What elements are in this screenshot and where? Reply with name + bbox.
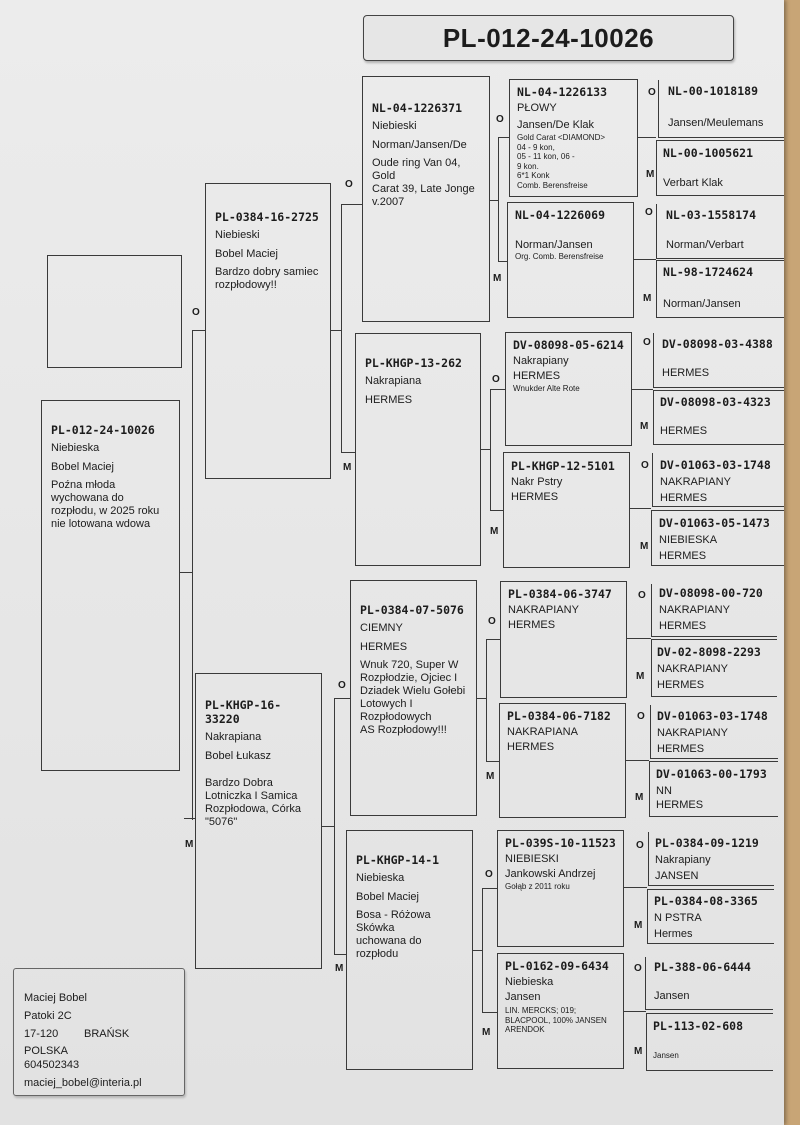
sire-marker: O (488, 616, 496, 627)
contact-phone: 604502343 (24, 1059, 80, 1071)
g4-ring-8: PL-0162-09-6434 (505, 959, 609, 973)
sire-sire-note: Oude ring Van 04, Gold Carat 39, Late Jonge v.2007 (372, 157, 475, 208)
g4-color-5: NAKRAPIANY (508, 604, 579, 616)
g5-ring-13: PL-0384-09-1219 (655, 836, 759, 850)
g5-ring-16: PL-113-02-608 (653, 1019, 744, 1033)
g4-owner-3: HERMES (513, 370, 561, 382)
g5-line2-9: HERMES (659, 620, 707, 632)
sire-sire-color: Niebieski (372, 120, 417, 132)
connector (184, 818, 196, 819)
g5-line1-2: Verbart Klak (663, 177, 723, 189)
sire-marker: O (638, 590, 646, 601)
g4-ring-7: PL-039S-10-11523 (505, 836, 616, 850)
g5-line1-3: Norman/Verbart (666, 239, 744, 251)
g4-card-5 (500, 581, 627, 698)
dam-note: Bardzo Dobra Lotniczka I Samica Rozpłodowa, Córka "5076" (205, 777, 301, 828)
g5-line2-14: Hermes (654, 928, 693, 940)
g5-entry-13 (655, 836, 773, 888)
g5-line1-14: N PSTRA (654, 912, 702, 924)
connector (192, 330, 205, 331)
connector (334, 698, 350, 699)
g5-line2-11: HERMES (657, 743, 705, 755)
g5-ring-9: DV-08098-00-720 (659, 586, 763, 600)
connector (334, 954, 346, 955)
g4-card-2 (507, 202, 634, 318)
g5-entry-2 (663, 146, 778, 195)
connector (490, 389, 491, 510)
connector (498, 137, 509, 138)
sire-marker: O (192, 307, 200, 318)
contact-postal: 17-120 (24, 1028, 59, 1040)
connector (334, 698, 335, 954)
g4-color-8: Niebieska (505, 976, 554, 988)
g4-owner-4: HERMES (511, 491, 559, 503)
sire-marker: O (485, 869, 493, 880)
dam-dam-color: Niebieska (356, 872, 405, 884)
contact-name: Maciej Bobel (24, 992, 87, 1004)
connector (498, 261, 507, 262)
dam-dam-ring: PL-KHGP-14-1 (356, 853, 440, 867)
connector (341, 204, 342, 452)
g5-ring-2: NL-00-1005621 (663, 146, 754, 160)
g5-ring-11: DV-01063-03-1748 (657, 709, 768, 723)
g5-entry-5 (662, 337, 780, 385)
photo-placeholder (47, 255, 182, 368)
sire-color: Niebieski (215, 229, 260, 241)
g4-color-3: Nakrapiany (513, 355, 569, 367)
dam-marker: M (646, 169, 655, 180)
g5-ring-7: DV-01063-03-1748 (660, 458, 771, 472)
dam-owner: Bobel Łukasz (205, 750, 272, 762)
connector (341, 204, 362, 205)
g4-color-7: NIEBIESKI (505, 853, 559, 865)
dam-sire-color: CIEMNY (360, 622, 403, 634)
g5-entry-11 (657, 709, 775, 761)
g4-owner-8: Jansen (505, 991, 541, 1003)
dam-marker: M (640, 421, 649, 432)
g5-ring-4: NL-98-1724624 (663, 265, 754, 279)
g5-line1-4: Norman/Jansen (663, 298, 741, 310)
dam-color: Nakrapiana (205, 731, 262, 743)
connector (632, 389, 653, 390)
g5-ring-12: DV-01063-00-1793 (656, 767, 767, 781)
dam-sire-card (350, 580, 477, 816)
g4-note-3: Wnukder Alte Rote (513, 384, 580, 393)
dam-marker: M (640, 541, 649, 552)
g5-line1-11: NAKRAPIANY (657, 727, 728, 739)
sire-note: Bardzo dobry samiec rozpłodowy!! (215, 266, 319, 291)
g5-line1-13: Nakrapiany (655, 854, 711, 866)
sire-marker: O (645, 207, 653, 218)
subject-color: Niebieska (51, 442, 100, 454)
g4-color-1: PŁOWY (517, 102, 557, 114)
g5-ring-8: DV-01063-05-1473 (659, 516, 770, 530)
connector (341, 452, 355, 453)
g4-ring-6: PL-0384-06-7182 (507, 709, 611, 723)
g5-entry-4 (663, 265, 778, 316)
connector (486, 639, 487, 761)
dam-marker: M (486, 771, 495, 782)
sire-marker: O (643, 337, 651, 348)
connector (490, 389, 505, 390)
g4-owner-1: Jansen/De Klak (517, 119, 595, 131)
dam-marker: M (343, 462, 352, 473)
connector (482, 888, 483, 1012)
subject-owner: Bobel Maciej (51, 461, 114, 473)
subject-note: Poźna młoda wychowana do rozpłodu, w 2025 roku nie lotowana wdowa (51, 479, 160, 530)
dam-sire-owner: HERMES (360, 641, 408, 653)
connector (624, 887, 647, 888)
g4-owner-2: Norman/Jansen (515, 239, 593, 251)
dam-marker: M (335, 963, 344, 974)
connector (634, 259, 656, 260)
dam-ring: PL-KHGP-16-33220 (205, 698, 282, 726)
g5-line2-13: JANSEN (655, 870, 699, 882)
g5-line1-1: Jansen/Meulemans (668, 117, 764, 129)
g5-entry-9 (659, 586, 777, 638)
g5-entry-14 (654, 894, 772, 946)
dam-marker: M (635, 792, 644, 803)
g5-ring-10: DV-02-8098-2293 (657, 645, 761, 659)
g5-entry-1 (668, 84, 783, 135)
connector (490, 510, 503, 511)
sire-dam-owner: HERMES (365, 394, 413, 406)
sire-marker: O (345, 179, 353, 190)
dam-sire-note: Wnuk 720, Super W Rozpłodzie, Ojciec I Dziadek Wielu Gołebi Lotowych I Rozpłodowych AS Rozpłodowy!!! (360, 659, 466, 736)
g4-note-2: Org. Comb. Berensfreise (515, 252, 604, 261)
sire-dam-color: Nakrapiana (365, 375, 422, 387)
contact-city: BRAŃSK (84, 1028, 130, 1040)
g4-color-6: NAKRAPIANA (507, 726, 578, 738)
dam-dam-owner: Bobel Maciej (356, 891, 419, 903)
sire-marker: O (634, 963, 642, 974)
g4-ring-2: NL-04-1226069 (515, 208, 606, 222)
sire-marker: O (496, 114, 504, 125)
dam-marker: M (482, 1027, 491, 1038)
connector (638, 137, 656, 138)
g4-note-7: Gołąb z 2011 roku (505, 882, 570, 891)
sire-dam-ring: PL-KHGP-13-262 (365, 356, 462, 370)
g4-card-1 (509, 79, 638, 197)
g5-line1-16: Jansen (653, 1051, 679, 1060)
breeder-contact (13, 968, 185, 1096)
g5-ring-1: NL-00-1018189 (668, 84, 759, 98)
sire-marker: O (338, 680, 346, 691)
sire-sire-ring: NL-04-1226371 (372, 101, 463, 115)
g5-line1-10: NAKRAPIANY (657, 663, 728, 675)
dam-marker: M (643, 293, 652, 304)
dam-marker: M (493, 273, 502, 284)
dam-sire-ring: PL-0384-07-5076 (360, 603, 464, 617)
g5-entry-12 (656, 767, 774, 817)
g5-line2-10: HERMES (657, 679, 705, 691)
g4-note-1: Gold Carat <DIAMOND> 04 - 9 kon, 05 - 11 kon, 06 - 9 kon. 6*1 Konk Comb. Berensfreise (517, 133, 606, 190)
dam-marker: M (636, 671, 645, 682)
sire-marker: O (648, 87, 656, 98)
sire-card (205, 183, 331, 479)
connector (627, 638, 651, 639)
g5-line2-7: HERMES (660, 492, 708, 504)
connector (482, 888, 497, 889)
g5-line1-9: NAKRAPIANY (659, 604, 730, 616)
g5-entry-3 (666, 208, 781, 257)
connector (630, 508, 651, 509)
sire-ring: PL-0384-16-2725 (215, 210, 319, 224)
g5-line1-15: Jansen (654, 990, 690, 1002)
page-title: PL-012-24-10026 (363, 15, 734, 61)
connector (624, 1011, 646, 1012)
subject-card (41, 400, 180, 771)
g5-ring-15: PL-388-06-6444 (654, 960, 751, 974)
g4-ring-1: NL-04-1226133 (517, 85, 608, 99)
contact-email: maciej_bobel@interia.pl (24, 1077, 142, 1089)
g4-owner-5: HERMES (508, 619, 556, 631)
g5-ring-5: DV-08098-03-4388 (662, 337, 773, 351)
sire-marker: O (641, 460, 649, 471)
contact-street: Patoki 2C (24, 1010, 72, 1022)
g4-card-3 (505, 332, 632, 446)
connector (498, 137, 499, 261)
connector (486, 761, 499, 762)
sire-owner: Bobel Maciej (215, 248, 278, 260)
g4-ring-3: DV-08098-05-6214 (513, 338, 624, 352)
g5-entry-15 (654, 960, 772, 1008)
sire-marker: O (636, 840, 644, 851)
g5-entry-8 (659, 516, 777, 568)
g4-owner-6: HERMES (507, 741, 555, 753)
g5-line2-8: HERMES (659, 550, 707, 562)
g4-note-8: LIN. MERCKS; 019; BLACPOOL, 100% JANSEN ARENDOK (505, 1006, 607, 1034)
dam-dam-card (346, 830, 473, 1070)
connector (482, 1012, 497, 1013)
g4-card-7 (497, 830, 624, 947)
g5-line2-12: HERMES (656, 799, 704, 811)
g4-card-6 (499, 703, 626, 818)
dam-marker: M (634, 920, 643, 931)
g4-ring-5: PL-0384-06-3747 (508, 587, 612, 601)
g5-line1-12: NN (656, 785, 672, 797)
g4-owner-7: Jankowski Andrzej (505, 868, 596, 880)
sire-sire-card (362, 76, 490, 322)
connector (192, 330, 193, 820)
g5-line1-5: HERMES (662, 367, 710, 379)
g5-line1-6: HERMES (660, 425, 708, 437)
g5-entry-10 (657, 645, 775, 697)
contact-city-line (24, 1027, 176, 1041)
g4-card-8 (497, 953, 624, 1069)
g4-ring-4: PL-KHGP-12-5101 (511, 459, 615, 473)
g5-ring-3: NL-03-1558174 (666, 208, 757, 222)
g5-line1-7: NAKRAPIANY (660, 476, 731, 488)
g4-color-4: Nakr Pstry (511, 476, 563, 488)
dam-marker: M (185, 839, 194, 850)
dam-card (195, 673, 322, 969)
g5-ring-14: PL-0384-08-3365 (654, 894, 758, 908)
dam-marker: M (634, 1046, 643, 1057)
dam-dam-note: Bosa - Różowa Skówka uchowana do rozpłodu (356, 909, 431, 960)
sire-marker: O (492, 374, 500, 385)
sire-marker: O (637, 711, 645, 722)
connector (626, 760, 649, 761)
g5-entry-16 (653, 1019, 771, 1061)
connector (486, 639, 500, 640)
contact-country: POLSKA (24, 1045, 69, 1057)
g5-ring-6: DV-08098-03-4323 (660, 395, 771, 409)
g5-entry-7 (660, 458, 778, 510)
g5-entry-6 (660, 395, 778, 443)
subject-ring: PL-012-24-10026 (51, 423, 155, 437)
g4-card-4 (503, 452, 630, 568)
sire-sire-owner: Norman/Jansen/De (372, 139, 467, 151)
dam-marker: M (490, 526, 499, 537)
sire-dam-card (355, 333, 481, 566)
g5-line1-8: NIEBIESKA (659, 534, 718, 546)
